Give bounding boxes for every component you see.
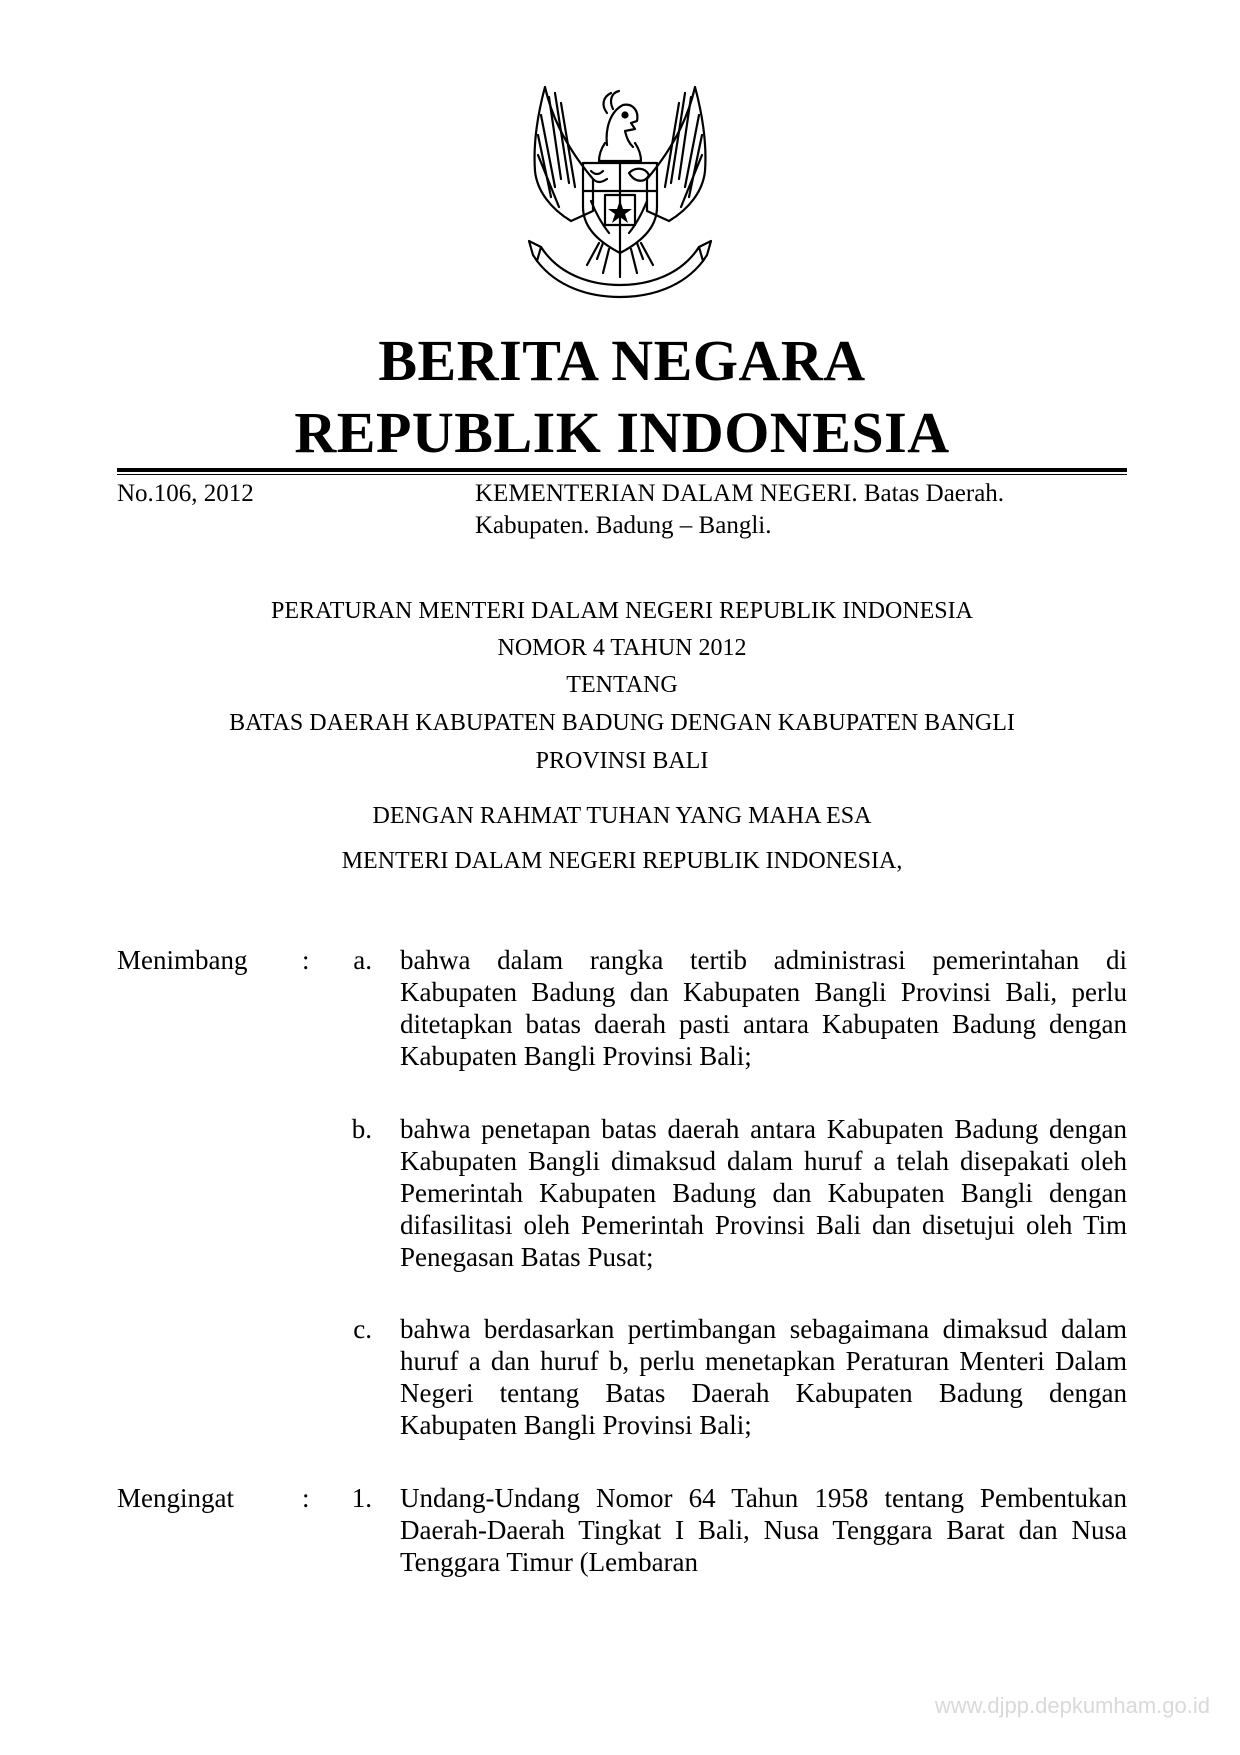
menimbang-label: Menimbang xyxy=(117,945,248,975)
garuda-pancasila-emblem-icon xyxy=(511,83,729,301)
preamble-line1: DENGAN RAHMAT TUHAN YANG MAHA ESA xyxy=(372,803,872,829)
regulation-about: TENTANG xyxy=(566,672,678,698)
regulation-subject-line2: PROVINSI BALI xyxy=(535,748,709,774)
regulation-title-line1: PERATURAN MENTERI DALAM NEGERI REPUBLIK INDONESIA xyxy=(271,598,973,624)
mengingat-colon: : xyxy=(302,1483,310,1513)
menimbang-item-a-text: bahwa dalam rangka tertib administrasi pemerintahan di Kabupaten Badung dan Kabupaten Bangli Provinsi Bali, perlu ditetapkan batas daerah pasti antara Kabupaten Badung dengan Kabupaten Bangli Provinsi Bali; xyxy=(400,945,1127,1071)
header-rule-thin xyxy=(117,474,1127,475)
menimbang-colon: : xyxy=(302,945,310,975)
menimbang-item-c-text: bahwa berdasarkan pertimbangan sebagaimana dimaksud dalam huruf a dan huruf b, perlu menetapkan Peraturan Menteri Dalam Negeri tentang Batas Daerah Kabupaten Badung dengan Kabupaten Bangli Provinsi Bali; xyxy=(400,1314,1127,1440)
issue-number: No.106, 2012 xyxy=(117,480,254,507)
menimbang-item-a-label: a. xyxy=(353,945,372,975)
mengingat-item-1-label: 1. xyxy=(351,1483,372,1513)
issue-description-line2: Kabupaten. Badung – Bangli. xyxy=(475,512,772,539)
menimbang-item-b-label: b. xyxy=(351,1114,372,1144)
gazette-title-line1: BERITA NEGARA xyxy=(378,328,866,393)
watermark-url: www.djpp.depkumham.go.id xyxy=(934,1693,1210,1718)
menimbang-item-c-label: c. xyxy=(353,1314,372,1344)
regulation-number: NOMOR 4 TAHUN 2012 xyxy=(497,635,747,661)
header-rule-thick xyxy=(117,468,1127,472)
issue-description-line1: KEMENTERIAN DALAM NEGERI. Batas Daerah. xyxy=(475,480,1005,507)
preamble-line2: MENTERI DALAM NEGERI REPUBLIK INDONESIA, xyxy=(341,848,903,874)
gazette-title-line2: REPUBLIK INDONESIA xyxy=(294,400,950,465)
regulation-subject-line1: BATAS DAERAH KABUPATEN BADUNG DENGAN KABUPATEN BANGLI xyxy=(229,710,1015,736)
issue-description xyxy=(475,478,1127,542)
mengingat-label: Mengingat xyxy=(117,1483,234,1513)
mengingat-item-1-text: Undang-Undang Nomor 64 Tahun 1958 tentang Pembentukan Daerah-Daerah Tingkat I Bali, Nusa Tenggara Barat dan Nusa Tenggara Timur (Lembaran xyxy=(400,1483,1127,1577)
menimbang-item-b-text: bahwa penetapan batas daerah antara Kabupaten Badung dengan Kabupaten Bangli dimaksud dalam huruf a telah disepakati oleh Pemerintah Kabupaten Badung dan Kabupaten Bangli dengan difasilitasi oleh Pemerintah Provinsi Bali dan disetujui oleh Tim Penegasan Batas Pusat; xyxy=(400,1114,1127,1272)
